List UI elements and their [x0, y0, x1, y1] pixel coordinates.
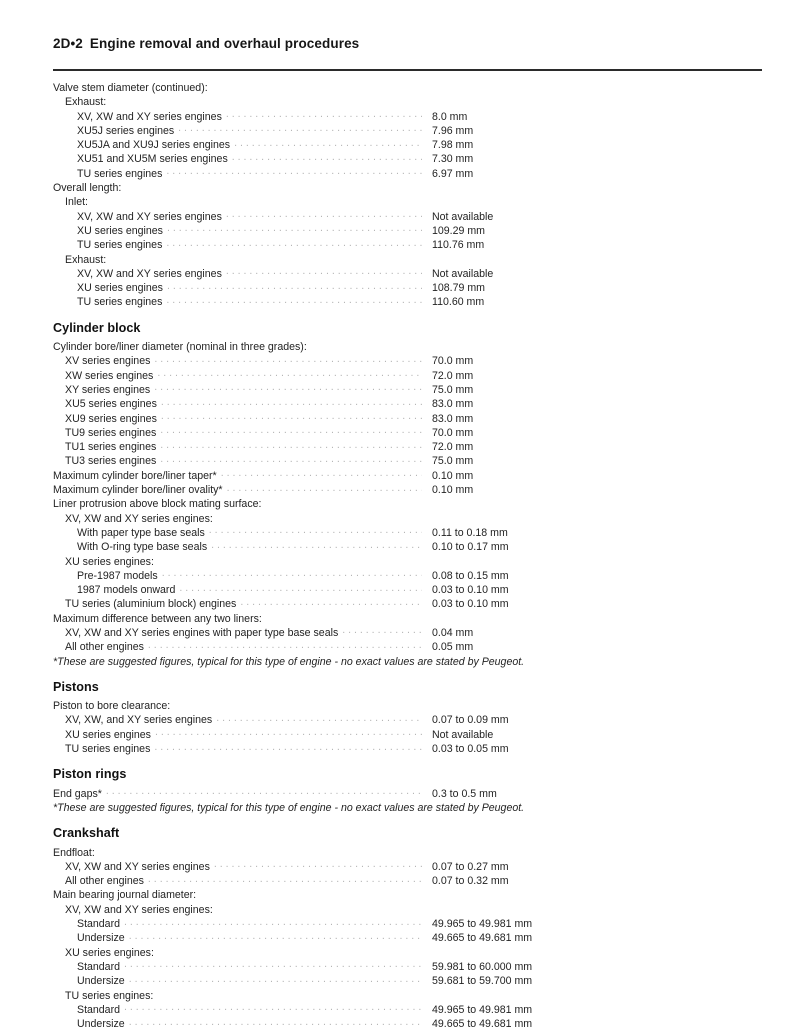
dot-leader — [221, 466, 422, 476]
dot-leader — [148, 638, 422, 648]
spec-label: Overall length: — [53, 182, 122, 195]
spec-label: XV, XW and XY series engines with paper type base seals — [65, 626, 339, 639]
spec-label: XU series engines: — [65, 946, 154, 959]
section-footnote: *These are suggested figures, typical for this type of engine - no exact values are stated by Peugeot. — [53, 801, 525, 814]
spec-label: Main bearing journal diameter: — [53, 889, 197, 902]
spec-value: 0.10 mm — [432, 484, 474, 497]
dot-leader — [227, 481, 422, 491]
section-heading: Crankshaft — [53, 826, 120, 841]
spec-value: 110.76 mm — [432, 239, 485, 252]
dot-leader — [124, 957, 422, 967]
spec-value: Not available — [432, 210, 494, 223]
dot-leader — [124, 915, 422, 925]
spec-label: XV, XW and XY series engines: — [65, 512, 213, 525]
spec-label: XV, XW and XY series engines: — [65, 903, 213, 916]
spec-value: 59.681 to 59.700 mm — [432, 975, 533, 988]
dot-leader — [154, 740, 422, 750]
spec-label: XU5 series engines — [65, 398, 157, 411]
spec-label: Undersize — [77, 932, 125, 945]
spec-label: Exhaust: — [65, 253, 107, 266]
spec-value: 110.60 mm — [432, 296, 485, 309]
spec-value: 0.07 to 0.32 mm — [432, 875, 509, 888]
spec-value: 7.30 mm — [432, 153, 474, 166]
spec-label: TU series (aluminium block) engines — [65, 598, 237, 611]
page-header — [53, 36, 359, 51]
spec-label: All other engines — [65, 875, 144, 888]
dot-leader — [226, 264, 422, 274]
dot-leader — [129, 1015, 422, 1025]
spec-row — [53, 483, 762, 497]
spec-value: 83.0 mm — [432, 412, 474, 425]
spec-label: XU5JA and XU9J series engines — [77, 139, 231, 152]
spec-value: 108.79 mm — [432, 282, 485, 295]
spec-value: 0.03 to 0.10 mm — [432, 598, 509, 611]
dot-leader — [160, 423, 422, 433]
spec-group-label — [53, 181, 762, 195]
spec-group-label — [53, 497, 762, 511]
spec-row — [53, 167, 762, 181]
spec-label: Piston to bore clearance: — [53, 700, 171, 713]
spec-label: TU series engines: — [65, 989, 154, 1002]
spec-value: 72.0 mm — [432, 441, 474, 454]
spec-label: Maximum difference between any two liners: — [53, 612, 262, 625]
dot-leader — [232, 150, 422, 160]
spec-label: Undersize — [77, 1018, 125, 1031]
spec-value: 83.0 mm — [432, 398, 474, 411]
dot-leader — [226, 207, 422, 217]
spec-value: 0.10 mm — [432, 469, 474, 482]
spec-value: 109.29 mm — [432, 224, 485, 237]
spec-label: End gaps* — [53, 787, 102, 800]
dot-leader — [129, 972, 422, 982]
spec-value: 7.96 mm — [432, 124, 474, 137]
spec-label: Pre-1987 models — [77, 569, 158, 582]
spec-value: 49.965 to 49.981 mm — [432, 918, 533, 931]
spec-label: XV, XW and XY series engines — [77, 110, 222, 123]
spec-value: 0.07 to 0.09 mm — [432, 714, 509, 727]
spec-label: XV, XW and XY series engines — [77, 267, 222, 280]
spec-group-label — [53, 81, 762, 95]
spec-row — [53, 540, 762, 554]
spec-label: Maximum cylinder bore/liner taper* — [53, 469, 217, 482]
spec-label: TU9 series engines — [65, 426, 157, 439]
spec-row — [53, 974, 762, 988]
spec-label: Liner protrusion above block mating surface: — [53, 498, 262, 511]
dot-leader — [155, 725, 422, 735]
spec-label: XU51 and XU5M series engines — [77, 153, 228, 166]
dot-leader — [166, 293, 422, 303]
spec-label: Undersize — [77, 975, 125, 988]
spec-value: 49.665 to 49.681 mm — [432, 1018, 533, 1031]
spec-label: Standard — [77, 1003, 120, 1016]
dot-leader — [167, 279, 422, 289]
spec-label: Endfloat: — [53, 846, 95, 859]
dot-leader — [161, 409, 422, 419]
spec-label: XU9 series engines — [65, 412, 157, 425]
spec-value: Not available — [432, 728, 494, 741]
spec-value: 49.665 to 49.681 mm — [432, 932, 533, 945]
dot-leader — [342, 623, 422, 633]
spec-value: 59.981 to 60.000 mm — [432, 960, 533, 973]
dot-leader — [166, 236, 422, 246]
dot-leader — [106, 784, 422, 794]
spec-row — [53, 597, 762, 611]
spec-value: 0.3 to 0.5 mm — [432, 787, 497, 800]
spec-value: 0.08 to 0.15 mm — [432, 569, 509, 582]
dot-leader — [166, 164, 422, 174]
dot-leader — [209, 523, 422, 533]
spec-label: TU series engines — [77, 239, 163, 252]
spec-label: TU series engines — [77, 296, 163, 309]
dot-leader — [160, 452, 422, 462]
spec-row — [53, 931, 762, 945]
spec-label: XU series engines — [77, 224, 163, 237]
dot-leader — [167, 221, 422, 231]
section-footnote: *These are suggested figures, typical for this type of engine - no exact values are stated by Peugeot. — [53, 655, 525, 668]
spec-value: 75.0 mm — [432, 455, 474, 468]
spec-value: 0.03 to 0.05 mm — [432, 743, 509, 756]
spec-label: With paper type base seals — [77, 526, 205, 539]
section-heading: Piston rings — [53, 767, 127, 782]
page-folio: 2D•2 — [53, 36, 83, 51]
dot-leader — [179, 581, 422, 591]
spec-value: 0.11 to 0.18 mm — [432, 526, 508, 539]
spec-value: 8.0 mm — [432, 110, 468, 123]
page-title: Engine removal and overhaul procedures — [89, 36, 360, 51]
dot-leader — [214, 857, 422, 867]
spec-row — [53, 787, 762, 801]
dot-leader — [129, 929, 422, 939]
spec-label: XY series engines — [65, 383, 151, 396]
dot-leader — [124, 1000, 422, 1010]
spec-row — [53, 742, 762, 756]
spec-value: Not available — [432, 267, 494, 280]
spec-row — [53, 640, 762, 654]
header-divider — [53, 69, 762, 71]
spec-label: TU3 series engines — [65, 455, 157, 468]
spec-value: 0.05 mm — [432, 641, 474, 654]
spec-value: 75.0 mm — [432, 383, 474, 396]
spec-label: Standard — [77, 918, 120, 931]
section-heading: Cylinder block — [53, 320, 141, 335]
spec-label: TU1 series engines — [65, 441, 157, 454]
dot-leader — [154, 380, 422, 390]
dot-leader — [162, 566, 422, 576]
spec-label: XU5J series engines — [77, 124, 175, 137]
spec-row — [53, 238, 762, 252]
spec-label: XV, XW and XY series engines — [77, 210, 222, 223]
spec-label: XU series engines — [65, 728, 151, 741]
spec-label: XU series engines: — [65, 555, 154, 568]
spec-value: 6.97 mm — [432, 167, 474, 180]
spec-label: Exhaust: — [65, 96, 107, 109]
spec-value: 70.0 mm — [432, 355, 474, 368]
spec-label: All other engines — [65, 641, 144, 654]
dot-leader — [234, 136, 422, 146]
spec-label: XU series engines — [77, 282, 163, 295]
spec-value: 49.965 to 49.981 mm — [432, 1003, 533, 1016]
dot-leader — [161, 395, 422, 405]
spec-label: XW series engines — [65, 369, 154, 382]
spec-value: 7.98 mm — [432, 139, 474, 152]
section-heading: Pistons — [53, 679, 99, 694]
spec-label: Valve stem diameter (continued): — [53, 82, 208, 94]
dot-leader — [157, 366, 422, 376]
dot-leader — [226, 107, 422, 117]
spec-value: 0.07 to 0.27 mm — [432, 860, 509, 873]
dot-leader — [160, 438, 422, 448]
specifications-content — [53, 81, 762, 1031]
spec-value: 0.10 to 0.17 mm — [432, 541, 509, 554]
spec-label: XV series engines — [65, 355, 151, 368]
dot-leader — [240, 595, 422, 605]
spec-label: TU series engines — [77, 167, 163, 180]
spec-value: 70.0 mm — [432, 426, 474, 439]
spec-label: Standard — [77, 960, 120, 973]
spec-row — [53, 1017, 762, 1031]
spec-label: TU series engines — [65, 743, 151, 756]
dot-leader — [154, 352, 422, 362]
spec-row — [53, 295, 762, 309]
spec-row — [53, 874, 762, 888]
spec-label: XV, XW, and XY series engines — [65, 714, 213, 727]
spec-value: 0.03 to 0.10 mm — [432, 584, 509, 597]
spec-value: 0.04 mm — [432, 626, 474, 639]
spec-label: Maximum cylinder bore/liner ovality* — [53, 484, 223, 497]
dot-leader — [211, 538, 422, 548]
dot-leader — [148, 872, 422, 882]
spec-label: Inlet: — [65, 196, 88, 209]
spec-group-label — [53, 888, 762, 902]
dot-leader — [216, 711, 422, 721]
spec-label: XV, XW and XY series engines — [65, 860, 210, 873]
spec-label: 1987 models onward — [77, 584, 176, 597]
spec-label: With O-ring type base seals — [77, 541, 208, 554]
spec-value: 72.0 mm — [432, 369, 474, 382]
spec-label: Cylinder bore/liner diameter (nominal in three grades): — [53, 341, 307, 354]
dot-leader — [178, 121, 422, 131]
